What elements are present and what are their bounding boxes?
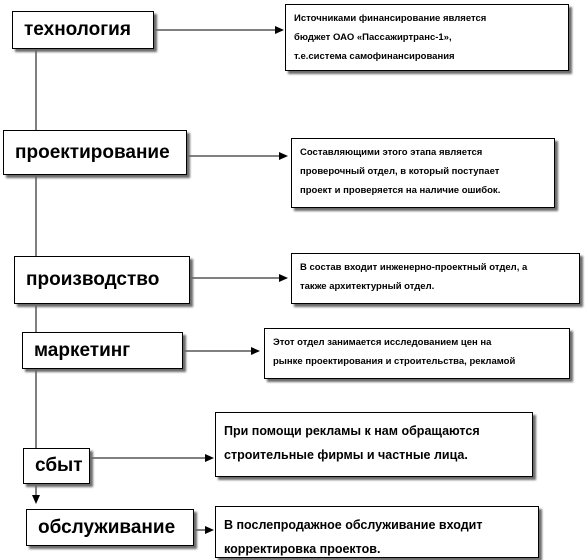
description-line: Этот отдел занимается исследованием цен на: [273, 337, 492, 348]
description-line: проверочный отдел, в который поступает: [300, 166, 500, 177]
stage-service: [26, 509, 194, 546]
description-line: т.е.система самофинансирования: [294, 51, 455, 62]
stage-label: обслуживание: [38, 516, 176, 538]
description-line: строительные фирмы и частные лица.: [224, 448, 468, 462]
stage-production: [14, 256, 190, 304]
description-line: рынке проектирования и строительства, рекламой: [273, 356, 516, 367]
description-design: [291, 138, 555, 208]
description-line: корректировка проектов.: [224, 542, 381, 556]
description-line: проект и проверяется на наличие ошибок.: [300, 185, 501, 196]
description-sales: [215, 412, 533, 477]
description-line: Составляющими этого этапа является: [300, 147, 483, 158]
stage-technology: [12, 11, 154, 49]
stage-sales: [23, 448, 90, 484]
stage-label: технология: [24, 19, 131, 40]
description-line: Источниками финансирование является: [294, 13, 487, 24]
stage-marketing: [22, 332, 183, 369]
description-production: [291, 253, 580, 304]
description-line: В состав входит инженерно-проектный отдел, а: [300, 262, 528, 273]
description-line: также архитектурный отдел.: [300, 281, 435, 292]
stage-label: производство: [26, 269, 160, 290]
description-service: [215, 506, 539, 558]
description-line: В послепродажное обслуживание входит: [224, 518, 483, 532]
stage-label: проектирование: [15, 141, 170, 163]
stage-label: сбыт: [35, 455, 83, 476]
stage-design: [3, 130, 187, 175]
description-line: бюджет ОАО «Пассажиртранс-1»,: [294, 32, 452, 43]
description-technology: [285, 4, 569, 71]
description-line: При помощи рекламы к нам обращаются: [224, 424, 480, 438]
stage-label: маркетинг: [34, 339, 131, 361]
description-marketing: [264, 328, 570, 379]
